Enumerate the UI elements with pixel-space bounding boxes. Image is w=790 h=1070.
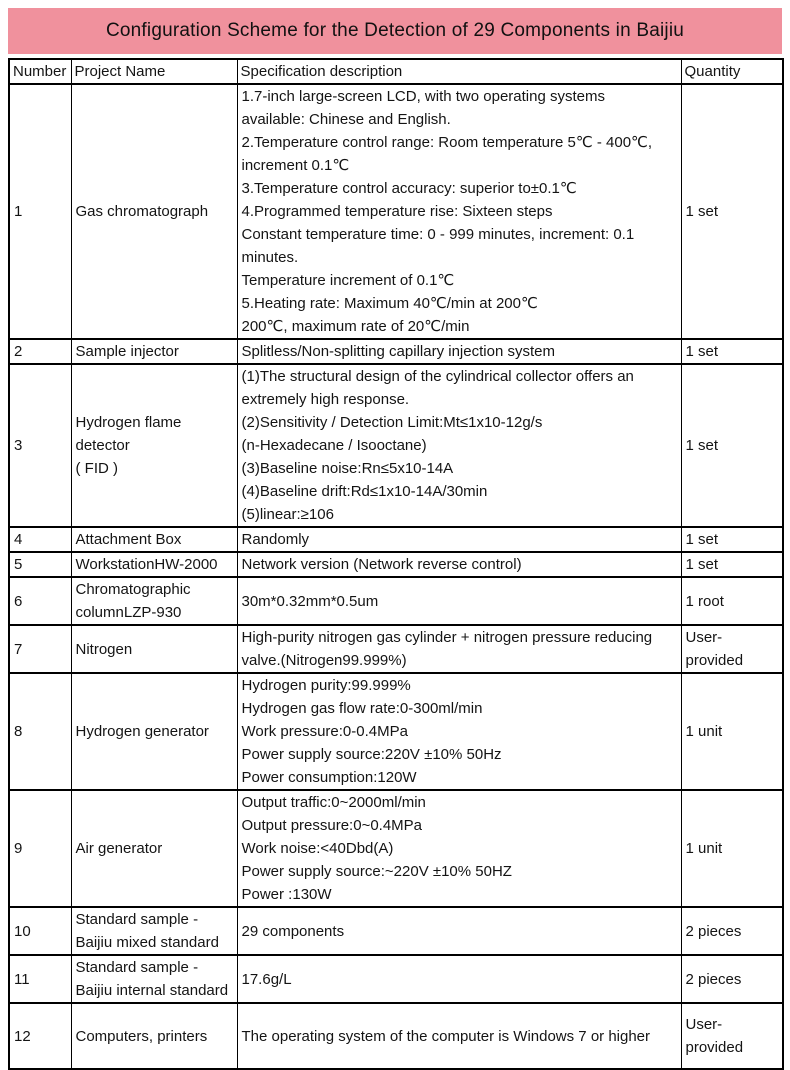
column-header-number: Number: [9, 59, 71, 84]
table-row: [9, 84, 783, 339]
text-line: Power supply source:~220V ±10% 50HZ: [241, 863, 512, 880]
text-line: 200℃, maximum rate of 20℃/min: [241, 318, 470, 335]
column-header-quantity: Quantity: [681, 59, 783, 84]
cell-number: [9, 673, 71, 790]
text-line: (4)Baseline drift:Rd≤1x10-14A/30min: [241, 483, 488, 500]
cell-specification: [237, 907, 681, 955]
cell-quantity: [681, 84, 783, 339]
cell-specification: [237, 339, 681, 364]
cell-number: [9, 527, 71, 552]
text-line: 4: [14, 531, 23, 548]
table-row: [9, 790, 783, 907]
text-line: Hydrogen generator: [75, 723, 209, 740]
column-header-specification: Specification description: [237, 59, 681, 84]
text-line: 29 components: [241, 922, 345, 940]
text-line: Work pressure:0-0.4MPa: [241, 723, 408, 740]
text-line: minutes.: [241, 249, 299, 266]
page-title: Configuration Scheme for the Detection of 29 Components in Baijiu: [105, 20, 685, 41]
cell-specification: [237, 364, 681, 527]
cell-specification: [237, 527, 681, 552]
table-row: [9, 552, 783, 577]
text-line: 2.Temperature control range: Room temperature 5℃ - 400℃,: [241, 134, 653, 151]
configuration-table: [8, 58, 784, 1070]
text-line: (2)Sensitivity / Detection Limit:Mt≤1x10-12g/s: [241, 414, 543, 431]
text-line: Baijiu internal standard: [75, 982, 229, 999]
text-line: (1)The structural design of the cylindrical collector offers an: [241, 368, 634, 385]
text-line: 9: [14, 840, 23, 857]
text-line: Output pressure:0~0.4MPa: [241, 817, 423, 834]
cell-project-name: [71, 577, 237, 625]
text-line: increment 0.1℃: [241, 157, 350, 174]
text-line: Network version (Network reverse control): [241, 556, 522, 573]
text-line: 30m*0.32mm*0.5um: [241, 592, 379, 610]
table-row: [9, 907, 783, 955]
text-line: 2 pieces: [685, 922, 742, 940]
table-row: [9, 1003, 783, 1069]
cell-quantity: [681, 955, 783, 1003]
title-banner: [8, 8, 782, 54]
cell-quantity: [681, 907, 783, 955]
table-row: [9, 527, 783, 552]
text-line: 8: [14, 723, 23, 740]
text-line: 1 unit: [685, 723, 723, 740]
table-row: [9, 955, 783, 1003]
cell-specification: [237, 625, 681, 673]
text-line: 7: [14, 640, 23, 658]
table-header-row: [9, 59, 783, 84]
cell-quantity: [681, 790, 783, 907]
text-line: 1 set: [685, 203, 719, 220]
text-line: 10: [14, 922, 31, 940]
text-line: columnLZP-930: [75, 604, 182, 621]
cell-project-name: [71, 625, 237, 673]
text-line: extremely high response.: [241, 391, 410, 408]
text-line: Standard sample -: [75, 911, 199, 928]
cell-project-name: [71, 790, 237, 907]
text-line: User-provided: [685, 1016, 744, 1056]
text-line: Hydrogen flame: [75, 414, 182, 431]
cell-quantity: [681, 1003, 783, 1069]
text-line: 5: [14, 556, 23, 573]
cell-project-name: [71, 552, 237, 577]
text-line: Hydrogen gas flow rate:0-300ml/min: [241, 700, 483, 717]
cell-project-name: [71, 955, 237, 1003]
column-header-project-name: Project Name: [71, 59, 237, 84]
text-line: Splitless/Non-splitting capillary injection system: [241, 343, 555, 360]
cell-project-name: [71, 339, 237, 364]
cell-number: [9, 1003, 71, 1069]
cell-quantity: [681, 625, 783, 673]
cell-project-name: [71, 364, 237, 527]
text-line: 3: [14, 437, 23, 454]
text-line: Hydrogen purity:99.999%: [241, 677, 411, 694]
cell-specification: [237, 955, 681, 1003]
cell-number: [9, 339, 71, 364]
text-line: Constant temperature time: 0 - 999 minutes, increment: 0.1: [241, 226, 635, 243]
cell-quantity: [681, 552, 783, 577]
cell-quantity: [681, 527, 783, 552]
text-line: High-purity nitrogen gas cylinder + nitrogen pressure reducing: [241, 629, 653, 646]
cell-specification: [237, 577, 681, 625]
cell-number: [9, 625, 71, 673]
table-row: [9, 577, 783, 625]
text-line: Nitrogen: [75, 640, 133, 658]
cell-number: [9, 364, 71, 527]
text-line: Standard sample -: [75, 959, 199, 976]
text-line: User-provided: [685, 629, 744, 669]
cell-number: [9, 907, 71, 955]
text-line: ( FID ): [75, 460, 118, 477]
text-line: 3.Temperature control accuracy: superior to±0.1℃: [241, 180, 577, 197]
cell-number: [9, 84, 71, 339]
cell-project-name: [71, 527, 237, 552]
text-line: 1.7-inch large-screen LCD, with two operating systems: [241, 88, 605, 105]
cell-number: [9, 577, 71, 625]
text-line: Sample injector: [75, 343, 179, 360]
text-line: 4.Programmed temperature rise: Sixteen steps: [241, 203, 553, 220]
cell-quantity: [681, 339, 783, 364]
text-line: Computers, printers: [75, 1027, 208, 1045]
text-line: Gas chromatograph: [75, 203, 209, 220]
cell-specification: [237, 552, 681, 577]
table-row: [9, 625, 783, 673]
table-row: [9, 673, 783, 790]
cell-project-name: [71, 907, 237, 955]
text-line: 5.Heating rate: Maximum 40℃/min at 200℃: [241, 295, 538, 312]
text-line: 1 root: [685, 592, 724, 610]
cell-project-name: [71, 673, 237, 790]
cell-project-name: [71, 84, 237, 339]
text-line: 1 set: [685, 437, 719, 454]
text-line: Power consumption:120W: [241, 769, 417, 786]
text-line: 11: [14, 970, 30, 988]
cell-specification: [237, 1003, 681, 1069]
cell-specification: [237, 673, 681, 790]
cell-number: [9, 790, 71, 907]
text-line: (3)Baseline noise:Rn≤5x10-14A: [241, 460, 454, 477]
text-line: Power supply source:220V ±10% 50Hz: [241, 746, 502, 763]
cell-number: [9, 955, 71, 1003]
table-row: [9, 339, 783, 364]
text-line: 12: [14, 1027, 31, 1045]
text-line: 6: [14, 592, 23, 610]
text-line: Attachment Box: [75, 531, 182, 548]
text-line: Baijiu mixed standard: [75, 934, 219, 951]
cell-specification: [237, 790, 681, 907]
text-line: 1: [14, 203, 23, 220]
text-line: Temperature increment of 0.1℃: [241, 272, 455, 289]
text-line: valve.(Nitrogen99.999%): [241, 652, 407, 669]
text-line: 1 unit: [685, 840, 723, 857]
text-line: The operating system of the computer is Windows 7 or higher: [241, 1027, 651, 1045]
text-line: Power :130W: [241, 886, 332, 903]
cell-specification: [237, 84, 681, 339]
cell-quantity: [681, 673, 783, 790]
text-line: detector: [75, 437, 130, 454]
text-line: WorkstationHW-2000: [75, 556, 218, 573]
cell-project-name: [71, 1003, 237, 1069]
text-line: 2 pieces: [685, 970, 742, 988]
cell-quantity: [681, 364, 783, 527]
text-line: (n-Hexadecane / Isooctane): [241, 437, 427, 454]
text-line: 17.6g/L: [241, 970, 292, 988]
text-line: Output traffic:0~2000ml/min: [241, 794, 426, 811]
text-line: 2: [14, 343, 23, 360]
text-line: 1 set: [685, 531, 719, 548]
text-line: Randomly: [241, 531, 310, 548]
text-line: 1 set: [685, 556, 719, 573]
text-line: Air generator: [75, 840, 163, 857]
text-line: Work noise:<40Dbd(A): [241, 840, 394, 857]
cell-number: [9, 552, 71, 577]
text-line: 1 set: [685, 343, 719, 360]
table-body: [9, 84, 783, 1069]
text-line: Chromatographic: [75, 581, 191, 598]
text-line: (5)linear:≥106: [241, 506, 334, 523]
cell-quantity: [681, 577, 783, 625]
text-line: available: Chinese and English.: [241, 111, 451, 128]
table-row: [9, 364, 783, 527]
